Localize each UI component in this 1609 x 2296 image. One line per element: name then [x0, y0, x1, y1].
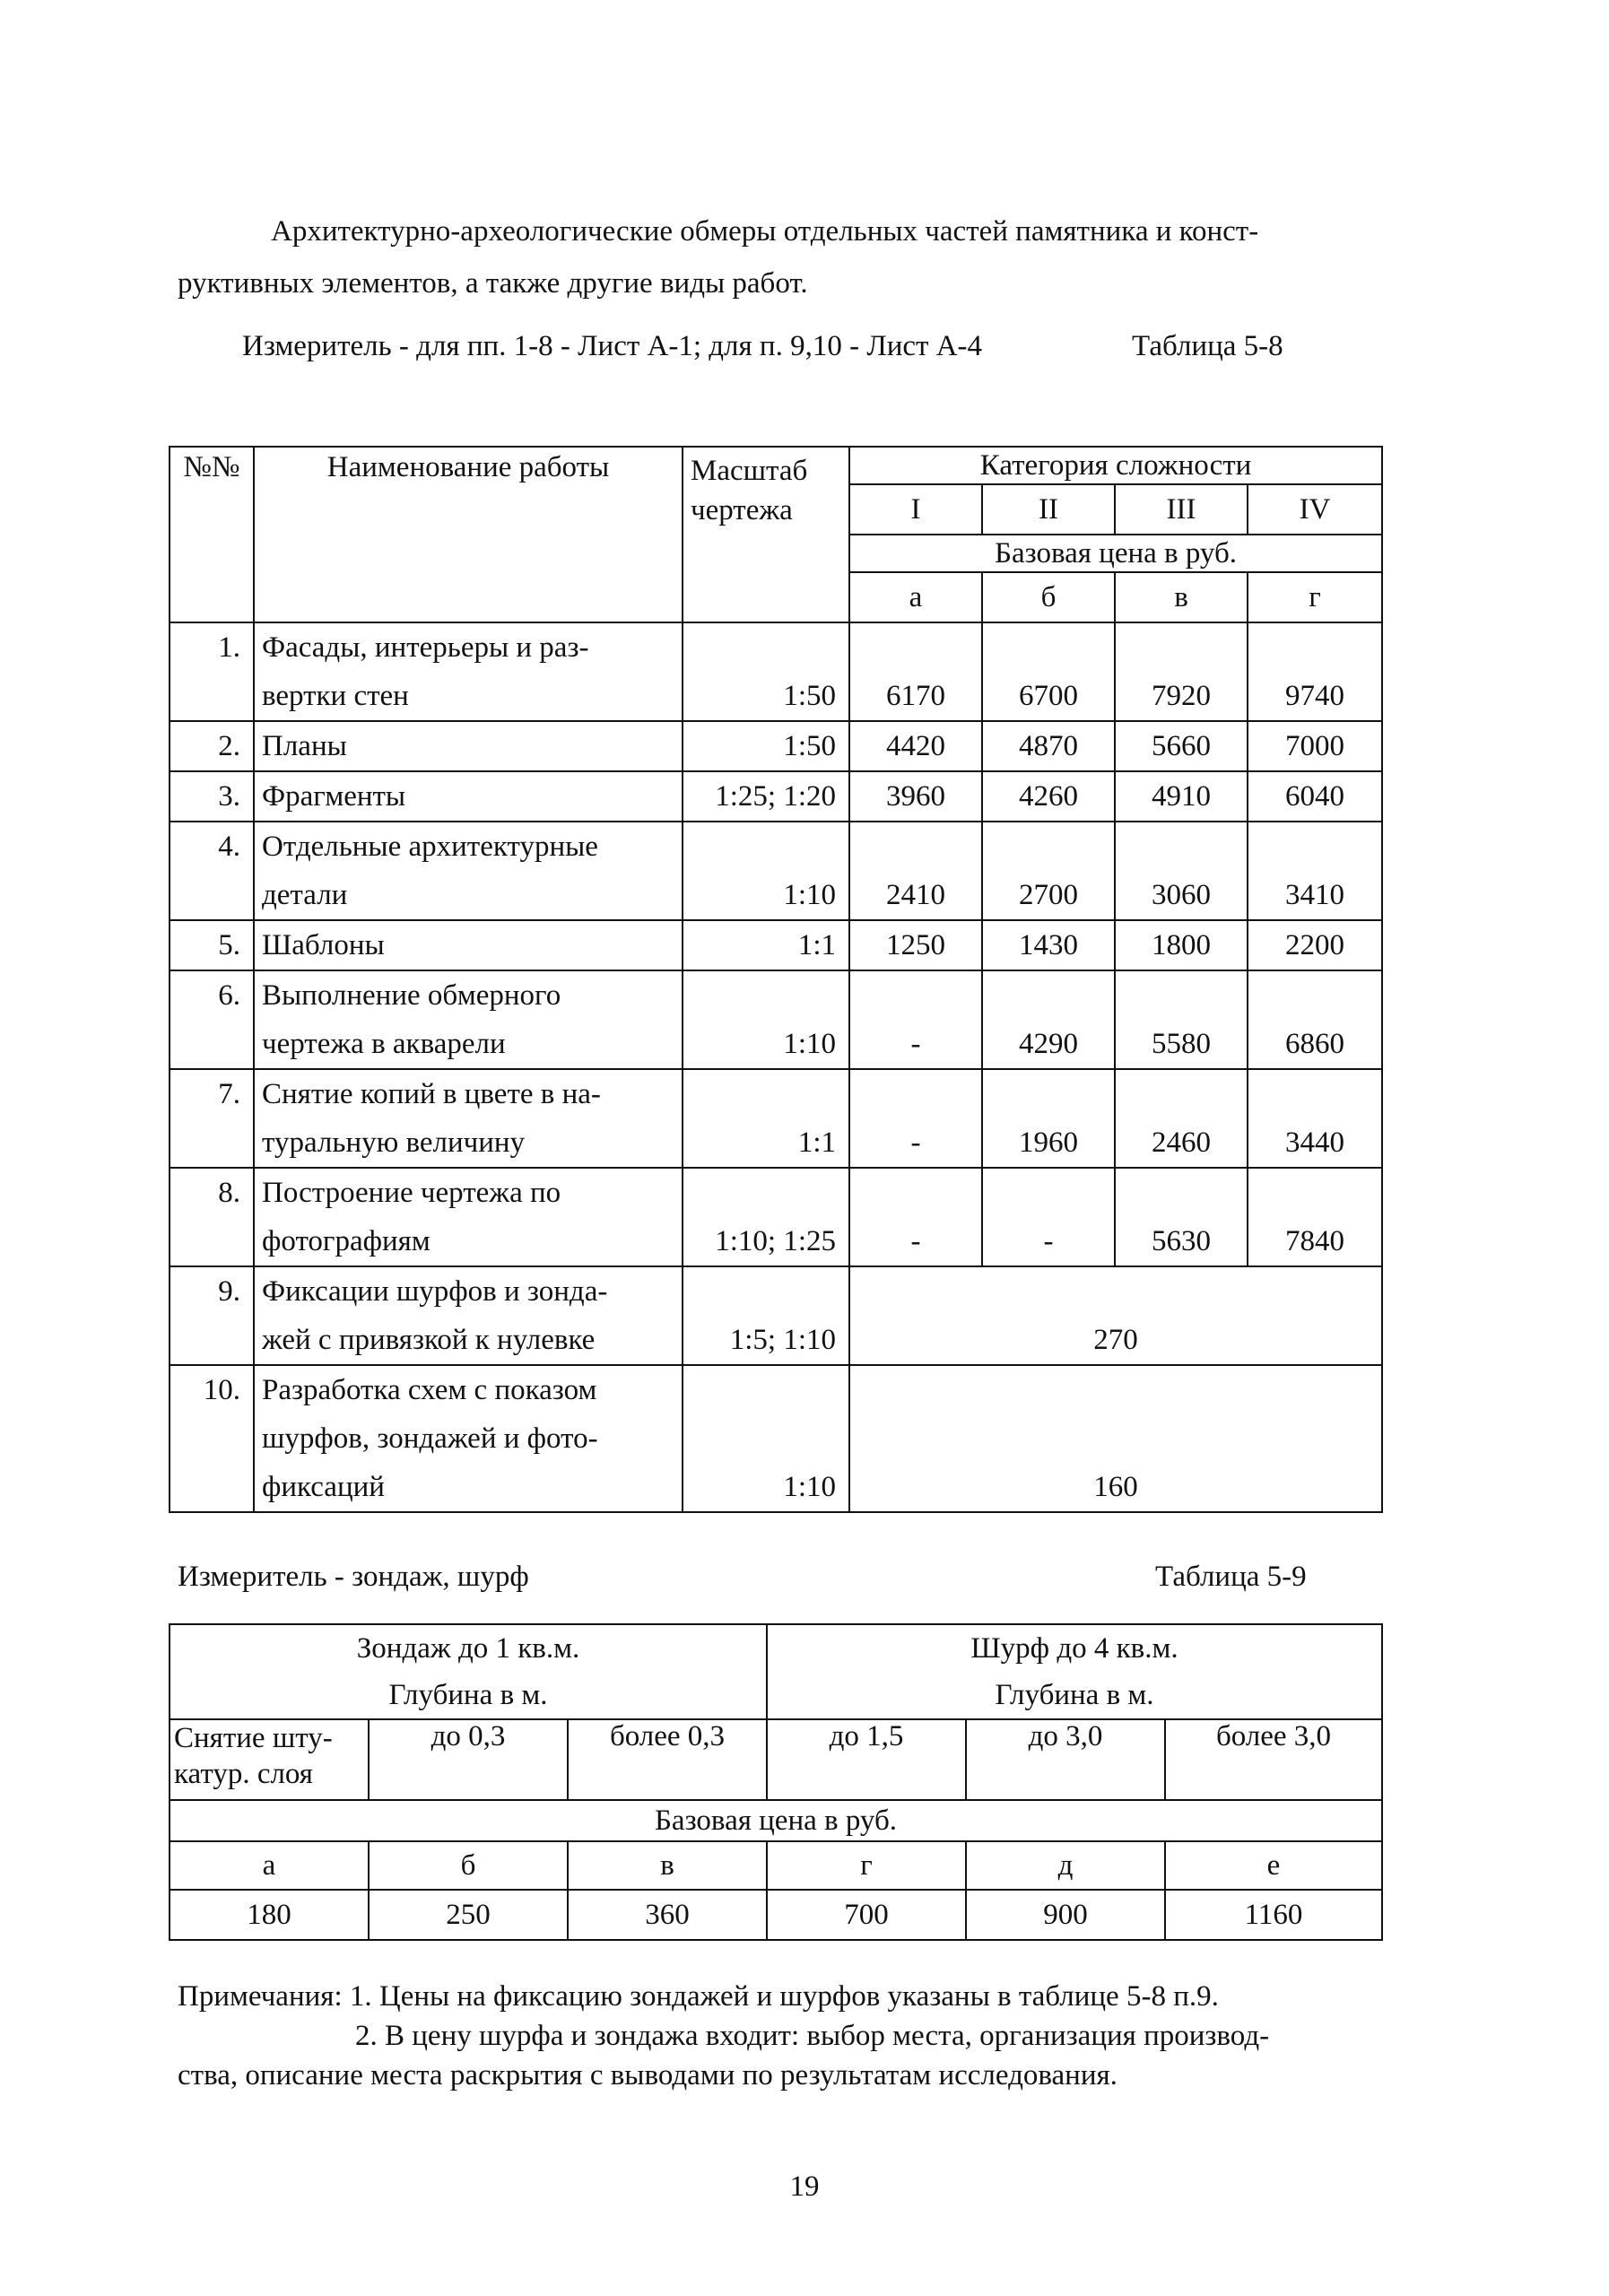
t59-table-number: Таблица 5-9 [1155, 1561, 1307, 1593]
row-name: Выполнение обмерного [254, 970, 683, 1020]
shurf-title: Шурф до 4 кв.м. [767, 1624, 1382, 1672]
row-scale: 1:1 [683, 920, 849, 970]
letter-b: б [982, 572, 1115, 622]
price-cell: 3440 [1248, 1118, 1382, 1168]
row-number: 1. [170, 622, 254, 672]
row-name: жей с привязкой к нулевке [254, 1316, 683, 1365]
row-scale: 1:10 [683, 871, 849, 920]
value-cell: 360 [568, 1890, 767, 1940]
col-depth: до 3,0 [966, 1719, 1165, 1800]
row-name: вертки стен [254, 672, 683, 721]
note-2-continuation: ства, описание места раскрытия с выводами по результатам исследования. [178, 2059, 1118, 2092]
row-scale: 1:10; 1:25 [683, 1217, 849, 1266]
letter-cell: а [170, 1841, 369, 1890]
cat-1: I [849, 484, 982, 535]
col-num-header: №№ [170, 447, 254, 622]
row-scale: 1:1 [683, 1118, 849, 1168]
price-cell: 6700 [982, 672, 1115, 721]
table-row [170, 1266, 1382, 1316]
row-number: 3. [170, 771, 254, 822]
row-name: Фиксации шурфов и зонда- [254, 1266, 683, 1316]
letter-v: в [1115, 572, 1248, 622]
letter-cell: д [966, 1841, 1165, 1890]
row-name: Снятие копий в цвете в на- [254, 1069, 683, 1118]
price-cell: 4870 [982, 721, 1115, 771]
table-row [170, 1316, 1382, 1365]
table-row [170, 1069, 1382, 1118]
t59-measure: Измеритель - зондаж, шурф [178, 1561, 529, 1593]
cat-4: IV [1248, 484, 1382, 535]
letter-cell: в [568, 1841, 767, 1890]
table-row [170, 771, 1382, 822]
price-cell: 1800 [1115, 920, 1248, 970]
col-depth: до 1,5 [767, 1719, 966, 1800]
row-scale: 1:50 [683, 721, 849, 771]
price-cell: 9740 [1248, 672, 1382, 721]
table-row [170, 672, 1382, 721]
price-cell: 1250 [849, 920, 982, 970]
price-cell: 6170 [849, 672, 982, 721]
row-name: Фрагменты [254, 771, 683, 822]
price-cell: 4910 [1115, 771, 1248, 822]
row-number: 4. [170, 822, 254, 871]
price-cell: 6040 [1248, 771, 1382, 822]
col-depth: более 0,3 [568, 1719, 767, 1800]
row-scale: 1:25; 1:20 [683, 771, 849, 822]
price-cell: 7840 [1248, 1217, 1382, 1266]
price-cell: 7920 [1115, 672, 1248, 721]
page-number: 19 [789, 2170, 820, 2203]
table-5-8 [169, 446, 1383, 1513]
letter-a: а [849, 572, 982, 622]
row-name: фиксаций [254, 1463, 683, 1512]
row-name: Разработка схем с показом [254, 1365, 683, 1414]
col-depth: до 0,3 [369, 1719, 568, 1800]
base-price-label: Базовая цена в руб. [849, 535, 1382, 572]
price-cell: 3960 [849, 771, 982, 822]
row-number: 6. [170, 970, 254, 1020]
row-name: шурфов, зондажей и фото- [254, 1414, 683, 1463]
row-number: 10. [170, 1365, 254, 1414]
row-name: фотографиям [254, 1217, 683, 1266]
price-cell-merged: 270 [849, 1316, 1382, 1365]
price-cell: - [849, 1118, 982, 1168]
price-cell: 2200 [1248, 920, 1382, 970]
table-row [170, 871, 1382, 920]
letter-cell: е [1165, 1841, 1382, 1890]
col-plaster-removal: Снятие шту-катур. слоя [170, 1719, 369, 1800]
value-cell: 180 [170, 1890, 369, 1940]
row-name: Фасады, интерьеры и раз- [254, 622, 683, 672]
row-scale: 1:10 [683, 1020, 849, 1069]
row-name: чертежа в акварели [254, 1020, 683, 1069]
price-cell: 4290 [982, 1020, 1115, 1069]
table-row [170, 1020, 1382, 1069]
row-name: Шаблоны [254, 920, 683, 970]
note-2: 2. В цену шурфа и зондажа входит: выбор места, организация производ- [355, 2020, 1270, 2052]
intro-paragraph [178, 205, 1379, 309]
cat-2: II [982, 484, 1115, 535]
value-cell: 250 [369, 1890, 568, 1940]
intro-line-2: руктивных элементов, а также другие виды работ. [178, 267, 808, 300]
t58-table-number: Таблица 5-8 [1132, 330, 1283, 362]
row-number: 9. [170, 1266, 254, 1316]
price-cell: 1960 [982, 1118, 1115, 1168]
price-cell: 3060 [1115, 871, 1248, 920]
value-cell: 900 [966, 1890, 1165, 1940]
price-cell: - [849, 1020, 982, 1069]
price-cell: 6860 [1248, 1020, 1382, 1069]
t58-measure: Измеритель - для пп. 1-8 - Лист А-1; для п. 9,10 - Лист А-4 [242, 330, 983, 362]
value-cell: 700 [767, 1890, 966, 1940]
notes [178, 1977, 1384, 2095]
table-row [170, 1463, 1382, 1512]
row-number: 7. [170, 1069, 254, 1118]
row-number: 5. [170, 920, 254, 970]
table-row [170, 1217, 1382, 1266]
letter-g: г [1248, 572, 1382, 622]
row-name: Построение чертежа по [254, 1168, 683, 1217]
table-row [170, 1168, 1382, 1217]
base-price-label: Базовая цена в руб. [170, 1800, 1382, 1841]
shurf-depth: Глубина в м. [767, 1672, 1382, 1719]
price-cell: 2410 [849, 871, 982, 920]
table-row [170, 822, 1382, 871]
zondazh-title: Зондаж до 1 кв.м. [170, 1624, 767, 1672]
price-cell: - [982, 1217, 1115, 1266]
price-cell: 5580 [1115, 1020, 1248, 1069]
col-name-header: Наименование работы [254, 447, 683, 622]
price-cell: 7000 [1248, 721, 1382, 771]
zondazh-depth: Глубина в м. [170, 1672, 767, 1719]
price-cell-merged: 160 [849, 1463, 1382, 1512]
table-row [170, 970, 1382, 1020]
price-cell: 4420 [849, 721, 982, 771]
table-row [170, 920, 1382, 970]
price-cell: 5630 [1115, 1217, 1248, 1266]
table-row [170, 721, 1382, 771]
row-scale: 1:5; 1:10 [683, 1316, 849, 1365]
col-scale-header: Масштаб чертежа [683, 447, 849, 622]
value-cell: 1160 [1165, 1890, 1382, 1940]
table-5-9 [169, 1623, 1383, 1941]
row-number: 8. [170, 1168, 254, 1217]
row-number: 2. [170, 721, 254, 771]
row-scale: 1:50 [683, 672, 849, 721]
price-cell: 5660 [1115, 721, 1248, 771]
letter-cell: б [369, 1841, 568, 1890]
price-cell: 4260 [982, 771, 1115, 822]
row-name: туральную величину [254, 1118, 683, 1168]
row-name: детали [254, 871, 683, 920]
col-depth: более 3,0 [1165, 1719, 1382, 1800]
table-row [170, 1365, 1382, 1414]
table-row [170, 622, 1382, 672]
col-category-header: Категория сложности [849, 447, 1382, 484]
price-cell: 2460 [1115, 1118, 1248, 1168]
intro-line-1: Архитектурно-археологические обмеры отдельных частей памятника и конст- [271, 215, 1259, 248]
row-name: Отдельные архитектурные [254, 822, 683, 871]
price-cell: - [849, 1217, 982, 1266]
row-name: Планы [254, 721, 683, 771]
table-row [170, 1118, 1382, 1168]
price-cell: 1430 [982, 920, 1115, 970]
price-cell: 2700 [982, 871, 1115, 920]
row-scale: 1:10 [683, 1463, 849, 1512]
price-cell: 3410 [1248, 871, 1382, 920]
cat-3: III [1115, 484, 1248, 535]
note-1: Примечания: 1. Цены на фиксацию зондажей и шурфов указаны в таблице 5-8 п.9. [178, 1980, 1219, 2013]
table-row [170, 1414, 1382, 1463]
letter-cell: г [767, 1841, 966, 1890]
